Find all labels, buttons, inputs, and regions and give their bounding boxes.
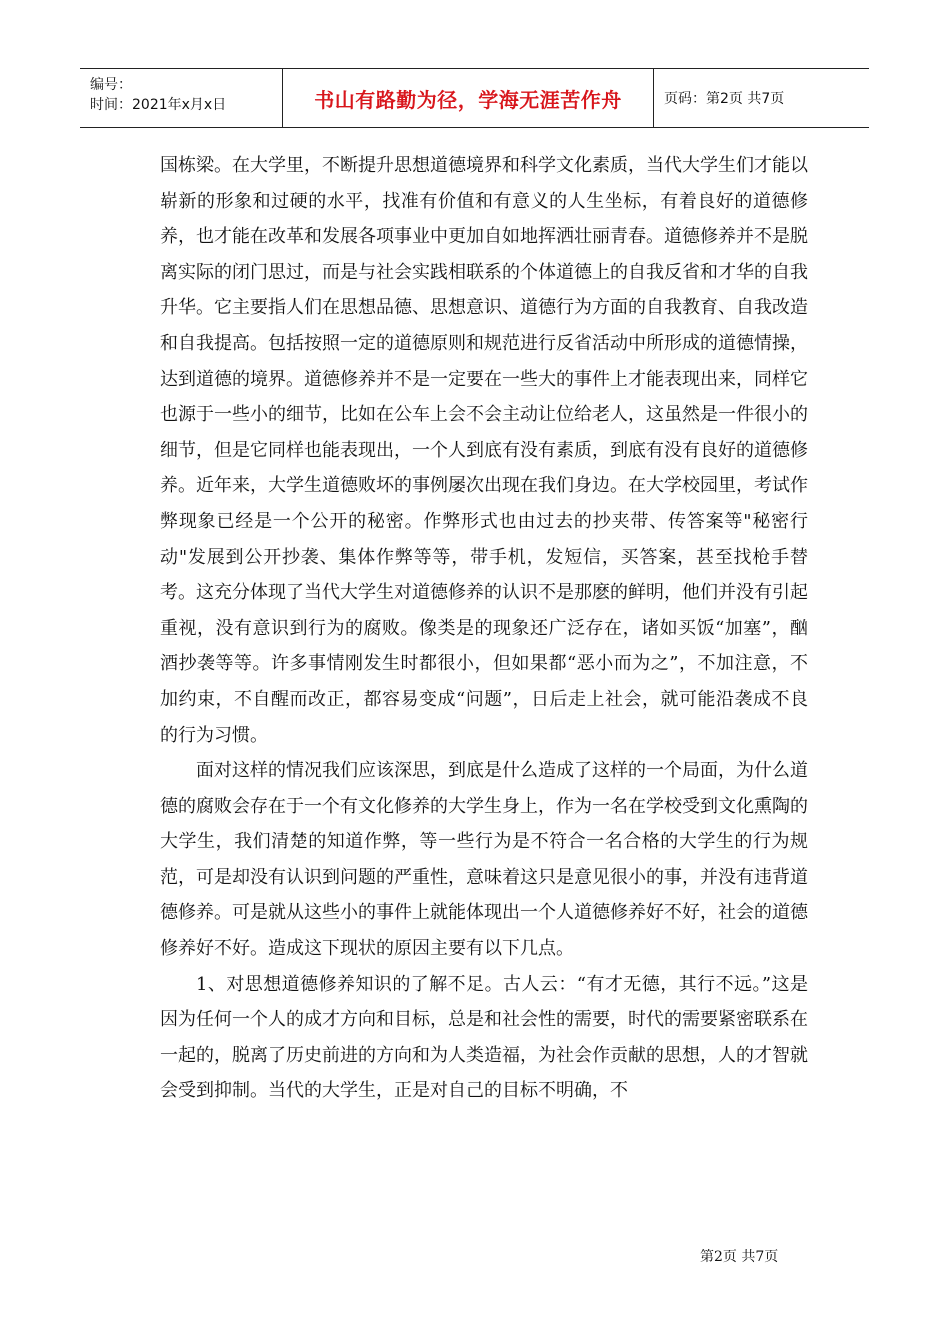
header-page-number: 页码：第2页 共7页	[664, 91, 785, 107]
footer-page-number: 第2页 共7页	[700, 1249, 779, 1265]
date-line: 时间：2021年x月x日	[90, 97, 227, 113]
paragraph: 面对这样的情况我们应该深思，到底是什么造成了这样的一个局面，为什么道德的腐败会存在于一个有文化修养的大学生身上，作为一名在学校受到文化熏陶的大学生，我们清楚的知道作弊，等一些行为是不符合一名合格的大学生的行为规范，可是却没有认识到问题的严重性，意味着这只是意见很小的事，并没有违背道德修养。可是就从这些小的事件上就能体现出一个人道德修养好不好，社会的道德修养好不好。造成这下现状的原因主要有以下几点。	[160, 760, 808, 960]
header-meta	[80, 69, 283, 127]
header-motto: 书山有路勤为径，学海无涯苦作舟	[283, 69, 654, 127]
page-header	[80, 68, 869, 128]
paragraph: 国栋梁。在大学里，不断提升思想道德境界和科学文化素质，当代大学生们才能以崭新的形象和过硬的水平，找准有价值和有意义的人生坐标，有着良好的道德修养，也才能在改革和发展各项事业中更加自如地挥洒壮丽青春。道德修养并不是脱离实际的闭门思过，而是与社会实践相联系的个体道德上的自我反省和才华的自我升华。它主要指人们在思想品德、思想意识、道德行为方面的自我教育、自我改造和自我提高。包括按照一定的道德原则和规范进行反省活动中所形成的道德情操，达到道德的境界。道德修养并不是一定要在一些大的事件上才能表现出来，同样它也源于一些小的细节，比如在公车上会不会主动让位给老人，这虽然是一件很小的细节，但是它同样也能表现出，一个人到底有没有素质，到底有没有良好的道德修养。近年来，大学生道德败坏的事例屡次出现在我们身边。在大学校园里，考试作弊现象已经是一个公开的秘密。作弊形式也由过去的抄夹带、传答案等"秘密行动"发展到公开抄袭、集体作弊等等，带手机，发短信，买答案，甚至找枪手替考。这充分体现了当代大学生对道德修养的认识不是那麽的鲜明，他们并没有引起重视，没有意识到行为的腐败。像类是的现象还广泛存在，诸如买饭“加塞”，酗酒抄袭等等。许多事情刚发生时都很小，但如果都“恶小而为之”，不加注意，不加约束，不自醒而改正，都容易变成“问题”，日后走上社会，就可能沿袭成不良的行为习惯。	[160, 155, 808, 746]
paragraph: 1、对思想道德修养知识的了解不足。古人云：“有才无德，其行不远。”这是因为任何一个人的成才方向和目标，总是和社会性的需要，时代的需要紧密联系在一起的，脱离了历史前进的方向和为人类造福，为社会作贡献的思想，人的才智就会受到抑制。当代的大学生，正是对自己的目标不明确，不	[160, 973, 808, 1102]
serial-label: 编号：	[90, 77, 132, 93]
document-body	[160, 148, 808, 1109]
